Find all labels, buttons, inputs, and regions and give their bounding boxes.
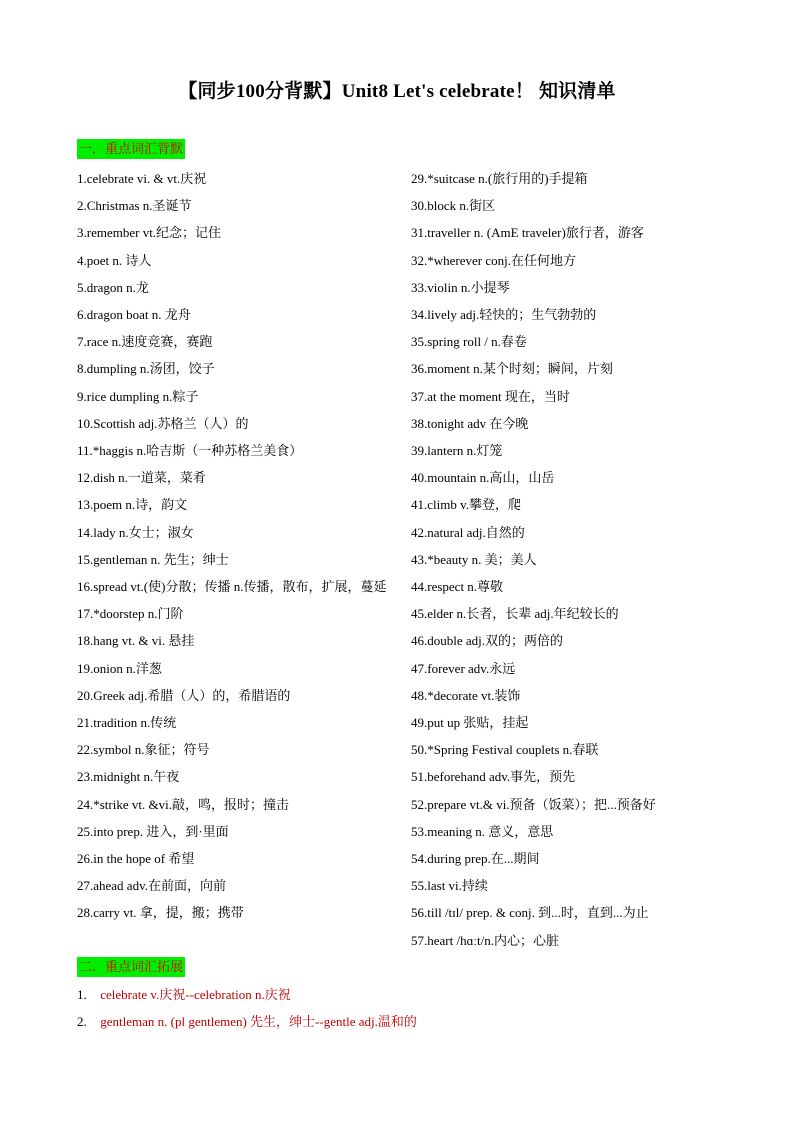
vocab-item: 10.Scottish adj.苏格兰（人）的	[77, 415, 249, 431]
vocab-item: 43.*beauty n. 美；美人	[411, 551, 537, 567]
vocab-column-left	[77, 165, 397, 927]
extension-text: gentleman n. (pl gentlemen) 先生，绅士--gentle adj.温和的	[100, 1014, 417, 1029]
vocab-item: 14.lady n.女士；淑女	[77, 524, 194, 540]
vocab-item: 32.*wherever conj.在任何地方	[411, 252, 576, 268]
extension-number: 2.	[77, 1014, 87, 1029]
page-title: 【同步100分背默】Unit8 Let's celebrate！ 知识清单	[178, 81, 616, 102]
vocab-item: 4.poet n. 诗人	[77, 252, 152, 268]
extension-item	[77, 1012, 417, 1032]
vocab-item: 11.*haggis n.哈吉斯（一种苏格兰美食）	[77, 443, 303, 459]
vocab-item: 38.tonight adv 在今晚	[411, 415, 529, 431]
vocab-item: 20.Greek adj.希腊（人）的，希腊语的	[77, 687, 291, 703]
vocab-item: 53.meaning n. 意义，意思	[411, 823, 554, 839]
vocab-item: 1.celebrate vi. & vt.庆祝	[77, 171, 207, 186]
vocab-item: 42.natural adj.自然的	[411, 524, 525, 540]
vocab-item: 56.till /tɪl/ prep. & conj. 到...时，直到...为止	[411, 905, 649, 921]
vocab-item: 5.dragon n.龙	[77, 279, 149, 295]
vocab-item: 12.dish n.一道菜，菜肴	[77, 470, 206, 486]
vocab-item: 57.heart /hɑːt/n.内心；心脏	[411, 932, 559, 948]
vocab-column-right	[411, 165, 711, 954]
vocab-item: 25.into prep. 进入，到·里面	[77, 823, 229, 839]
vocab-item: 35.spring roll / n.春卷	[411, 334, 527, 350]
vocab-item: 16.spread vt.(使)分散；传播 n.传播，散布，扩展，蔓延	[77, 579, 387, 595]
vocab-item: 2.Christmas n.圣诞节	[77, 198, 192, 214]
vocab-item: 13.poem n.诗，韵文	[77, 497, 188, 513]
vocab-item: 7.race n.速度竞赛，赛跑	[77, 334, 213, 350]
vocab-item: 19.onion n.洋葱	[77, 660, 162, 676]
vocab-item: 51.beforehand adv.事先，预先	[411, 769, 576, 785]
vocab-item: 45.elder n.长者，长辈 adj.年纪较长的	[411, 606, 619, 622]
vocab-item: 17.*doorstep n.门阶	[77, 606, 184, 622]
vocab-item: 3.remember vt.纪念；记住	[77, 225, 222, 241]
extension-number: 1.	[77, 987, 87, 1002]
vocab-item: 37.at the moment 现在，当时	[411, 388, 570, 404]
section-heading-vocabulary: 一．重点词汇背默	[77, 139, 185, 159]
vocab-item: 29.*suitcase n.(旅行用的)手提箱	[411, 171, 588, 186]
vocab-item: 50.*Spring Festival couplets n.春联	[411, 742, 599, 758]
vocab-item: 22.symbol n.象征；符号	[77, 742, 210, 758]
vocab-item: 33.violin n.小提琴	[411, 279, 510, 295]
vocab-item: 34.lively adj.轻快的；生气勃勃的	[411, 307, 597, 323]
vocab-item: 9.rice dumpling n.粽子	[77, 388, 199, 404]
section-heading-extension: 二．重点词汇拓展	[77, 957, 185, 977]
extension-item	[77, 985, 291, 1005]
vocab-item: 47.forever adv.永远	[411, 660, 516, 676]
vocab-item: 48.*decorate vt.装饰	[411, 687, 521, 703]
vocab-item: 46.double adj.双的；两倍的	[411, 633, 564, 649]
vocab-item: 27.ahead adv.在前面，向前	[77, 878, 226, 894]
vocab-item: 39.lantern n.灯笼	[411, 443, 503, 459]
vocab-item: 55.last vi.持续	[411, 878, 488, 894]
vocab-item: 40.mountain n.高山，山岳	[411, 470, 555, 486]
vocab-item: 54.during prep.在...期间	[411, 851, 540, 867]
vocab-item: 28.carry vt. 拿，提，搬；携带	[77, 905, 244, 921]
vocab-item: 24.*strike vt. &vi.敲，鸣，报时；撞击	[77, 796, 289, 812]
vocab-item: 36.moment n.某个时刻；瞬间，片刻	[411, 361, 613, 377]
vocab-item: 30.block n.街区	[411, 198, 496, 214]
vocab-item: 41.climb v.攀登，爬	[411, 497, 522, 513]
vocab-item: 8.dumpling n.汤团，饺子	[77, 361, 215, 377]
vocab-item: 44.respect n.尊敬	[411, 579, 504, 595]
vocab-item: 15.gentleman n. 先生；绅士	[77, 551, 229, 567]
vocab-item: 23.midnight n.午夜	[77, 769, 180, 785]
vocab-item: 21.tradition n.传统	[77, 715, 177, 731]
vocab-item: 52.prepare vt.& vi.预备（饭菜）；把...预备好	[411, 796, 656, 812]
vocab-item: 49.put up 张贴，挂起	[411, 715, 529, 731]
extension-text: celebrate v.庆祝--celebration n.庆祝	[100, 987, 291, 1002]
vocab-item: 31.traveller n. (AmE traveler)旅行者，游客	[411, 225, 644, 241]
vocab-item: 26.in the hope of 希望	[77, 851, 195, 867]
vocab-item: 18.hang vt. & vi. 悬挂	[77, 633, 195, 649]
vocab-item: 6.dragon boat n. 龙舟	[77, 307, 191, 323]
